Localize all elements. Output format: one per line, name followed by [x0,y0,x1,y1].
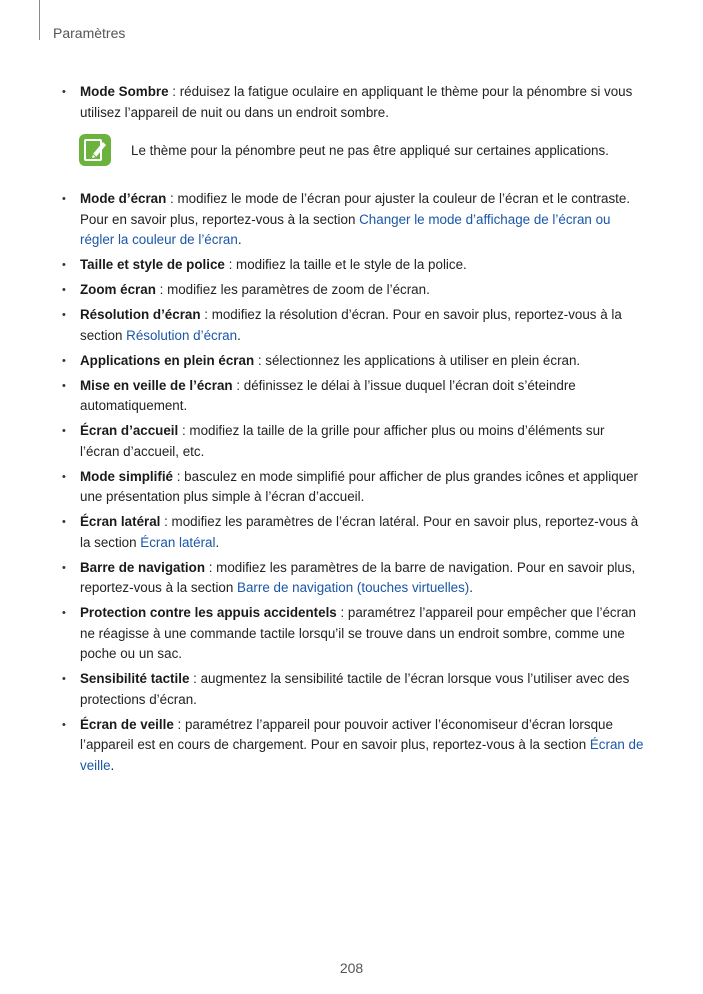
item-term: Sensibilité tactile [80,671,190,686]
item-term: Écran latéral [80,514,161,529]
item-text: : augmentez la sensibilité tactile de l’écran lorsque vous l’utiliser avec des protections d’écran. [80,671,630,707]
list-item [62,558,647,599]
bullet: • [62,354,66,367]
item-text: : définissez le délai à l’issue duquel l’écran doit s’éteindre automatiquement. [80,377,576,413]
list-item [62,669,647,710]
settings-description-list [62,82,647,781]
item-text: : paramétrez l’appareil pour empêcher que l’écran ne réagisse à une commande tactile lorsqu’il se trouve dans un endroit sombre, comme une poche ou un sac. [80,605,636,661]
list-item [62,376,647,417]
item-term: Barre de navigation [80,559,206,575]
section-link[interactable]: Résolution d’écran [126,327,238,343]
item-term: Mode Sombre [80,84,169,99]
item-text: : modifiez la résolution d’écran. Pour en savoir plus, reportez-vous à la section [80,307,622,343]
item-term: Résolution d’écran [80,307,201,322]
bullet: • [62,607,66,619]
item-term: Mode d’écran [80,191,167,206]
list-item [62,603,647,665]
item-term: Taille et style de police [80,257,225,272]
list-item [62,715,647,777]
list-item [62,255,647,276]
item-text: : modifiez la taille et le style de la police. [224,257,467,272]
bullet: • [62,561,66,574]
bullet: • [62,86,66,98]
note-pencil-icon [79,134,111,166]
page-number: 208 [339,960,364,976]
item-text: : basculez en mode simplifié pour afficher de plus grandes icônes et appliquer une présentation plus simple à l’écran d’accueil. [80,468,638,504]
item-term: Applications en plein écran [80,352,255,368]
list-item-mode-sombre [62,82,647,123]
item-text: : modifiez le mode de l’écran pour ajuster la couleur de l’écran et le contraste. Pour en savoir plus, reportez-vous à la section [80,191,631,227]
item-term: Écran d’accueil [80,423,179,438]
item-term: Écran de veille [80,716,174,732]
item-text-end: . [469,580,474,595]
bullet: • [62,673,66,685]
page-header-title: Paramètres [53,25,126,41]
item-text-end: . [110,757,115,773]
item-text-end: . [215,534,220,550]
section-link[interactable]: Changer le mode d’affichage de l’écran ou régler la couleur de l’écran [80,211,611,247]
list-item [62,467,647,508]
list-item [62,189,647,251]
header-rule [39,0,40,40]
item-text: : sélectionnez les applications à utiliser en plein écran. [254,352,581,368]
item-text-end: . [237,232,242,247]
item-text: : modifiez les paramètres de zoom de l’écran. [155,282,430,297]
list-item [62,351,647,372]
list-item [62,280,647,301]
bullet: • [62,470,66,483]
section-link[interactable]: Écran latéral [140,534,216,550]
item-text: : modifiez les paramètres de la barre de navigation. Pour en savoir plus, reportez-vous à la section [80,559,636,595]
item-term: Mise en veille de l’écran [80,377,233,393]
bullet: • [62,718,66,731]
bullet: • [62,193,66,205]
bullet: • [62,259,66,271]
settings-items [62,189,647,776]
list-item [62,512,647,553]
bullet: • [62,284,66,296]
list-item [62,305,647,346]
item-text: : modifiez la taille de la grille pour afficher plus ou moins d’éléments sur l’écran d’accueil, etc. [80,423,605,459]
section-link[interactable]: Barre de navigation (touches virtuelles) [237,580,470,595]
list-item [62,421,647,462]
item-text-end: . [237,327,241,343]
item-text: : paramétrez l’appareil pour pouvoir activer l’économiseur d’écran lorsque l’appareil est en cours de chargement. Pour en savoir plus, reportez-vous à la section [80,716,613,752]
note-box [62,133,647,181]
item-term: Mode simplifié [80,468,174,484]
note-text: Le thème pour la pénombre peut ne pas être appliqué sur certaines applications. [131,143,609,158]
section-link[interactable]: Écran de veille [80,737,644,773]
bullet: • [62,379,66,392]
item-term: Protection contre les appuis accidentels [80,605,337,620]
bullet: • [62,425,66,437]
item-text: : réduisez la fatigue oculaire en appliquant le thème pour la pénombre si vous utilisez l’appareil de nuit ou dans un endroit sombre. [80,84,633,120]
item-text: : modifiez les paramètres de l’écran latéral. Pour en savoir plus, reportez-vous à la section [80,514,639,550]
bullet: • [62,309,66,321]
bullet: • [62,516,66,528]
item-term: Zoom écran [80,282,156,297]
